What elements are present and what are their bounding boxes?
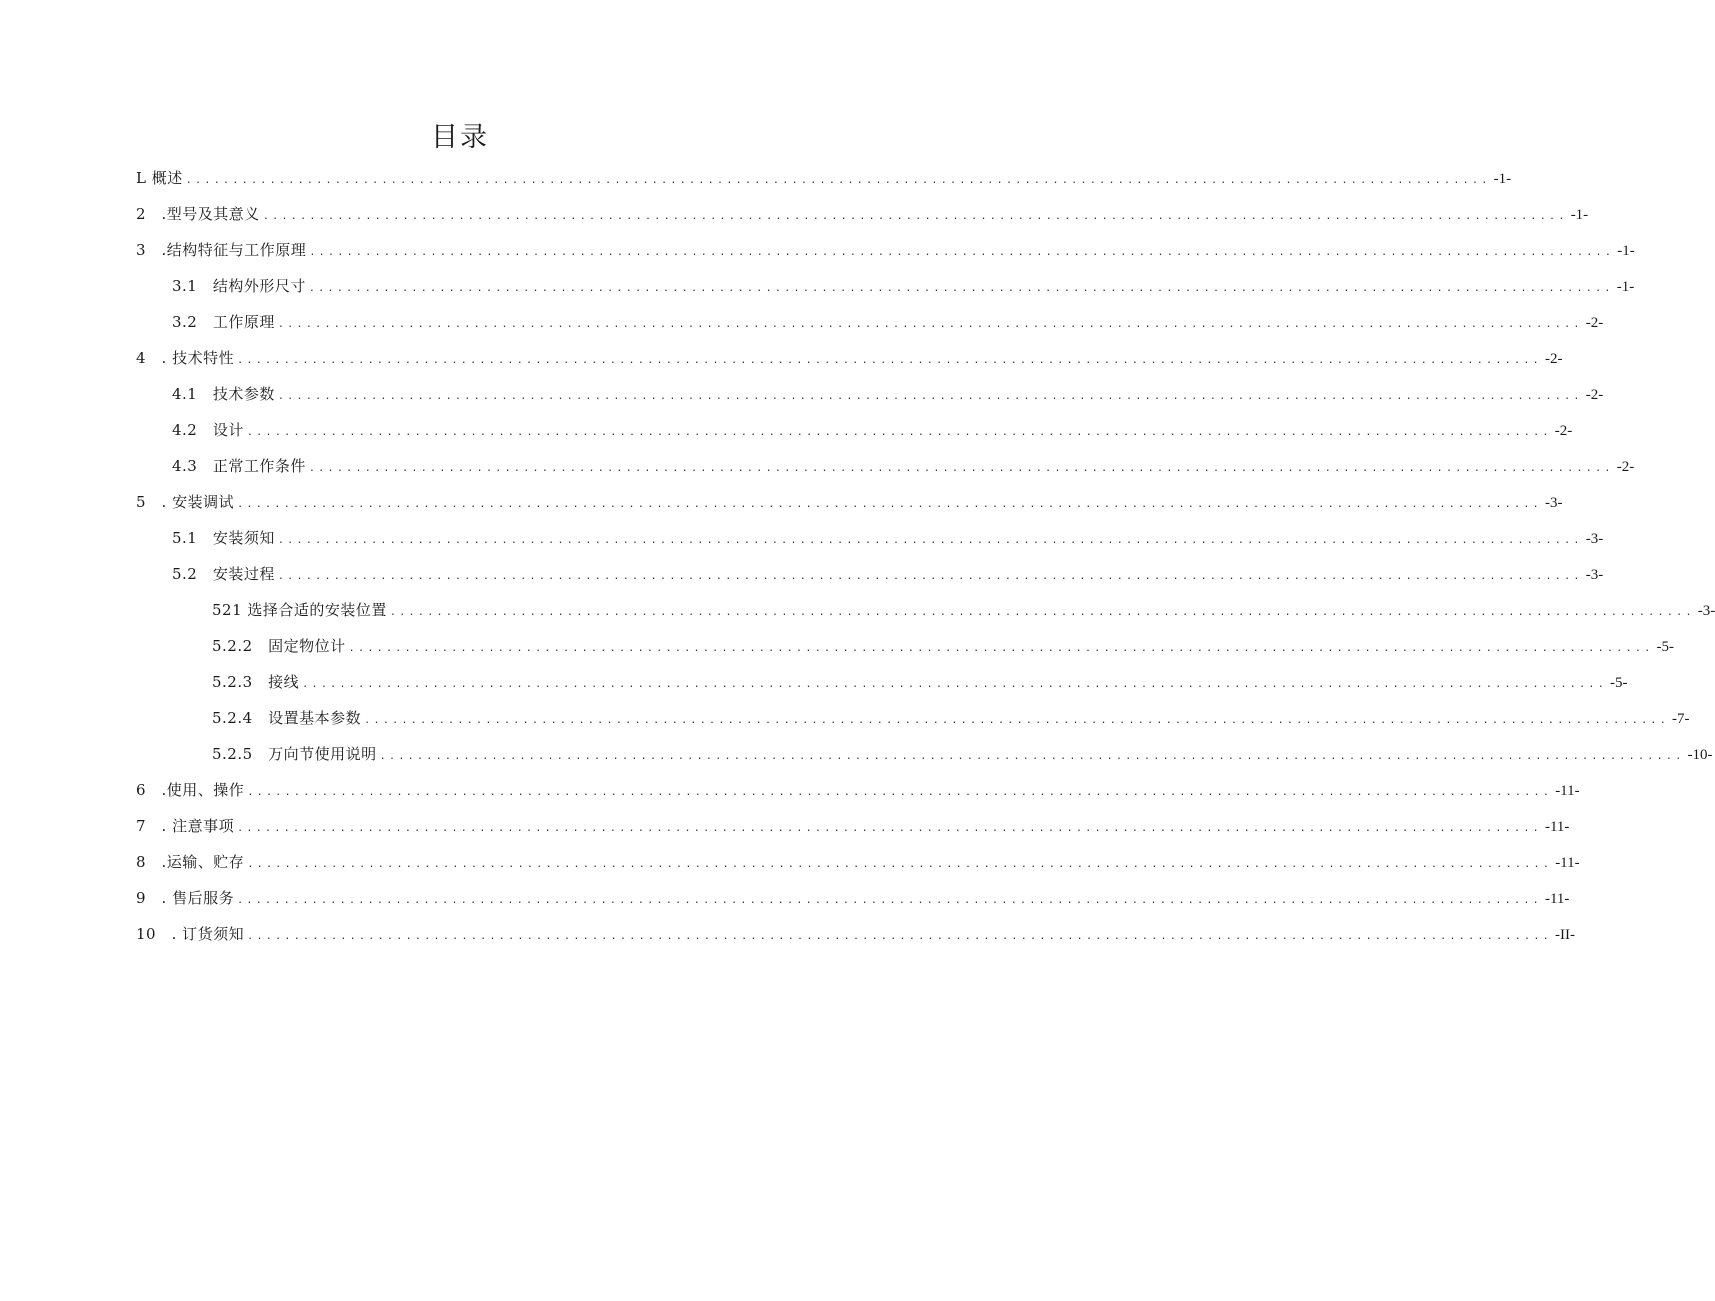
toc-entry[interactable]	[212, 633, 1675, 659]
toc-entry-title: 2 .型号及其意义	[136, 205, 260, 223]
toc-entry[interactable]	[172, 309, 1604, 335]
toc-dot-leader: ............................................................................................................................................	[262, 211, 1568, 222]
toc-entry-title: 521 选择合适的安装位置	[212, 601, 387, 619]
toc-dot-leader: ............................................................................................................................................	[246, 427, 1552, 438]
toc-entry[interactable]	[136, 237, 1635, 263]
toc-page-number: -11-	[1555, 783, 1580, 799]
toc-entry[interactable]	[172, 453, 1635, 479]
toc-entry[interactable]	[172, 417, 1573, 443]
toc-entry[interactable]	[136, 885, 1570, 911]
toc-entry-title: 4.3 正常工作条件	[172, 457, 306, 475]
toc-page-number: -3-	[1697, 603, 1715, 619]
toc-entry[interactable]	[136, 921, 1575, 947]
toc-page-number: -1-	[1493, 171, 1512, 187]
toc-page-number: -11-	[1555, 855, 1580, 871]
toc-dot-leader: ............................................................................................................................................	[277, 535, 1583, 546]
toc-entry-title: 3 .结构特征与工作原理	[136, 241, 307, 259]
toc-page-number: -3-	[1585, 531, 1604, 547]
toc-page-number: -1-	[1570, 207, 1589, 223]
toc-dot-leader: ............................................................................................................................................	[247, 787, 1553, 798]
toc-entry-title: 8 .运输、贮存	[136, 853, 245, 871]
toc-entry-title: 6 .使用、操作	[136, 781, 245, 799]
toc-entry-title: 4 . 技术特性	[136, 349, 235, 367]
toc-entry-title: 7 . 注意事项	[136, 817, 235, 835]
toc-dot-leader: ............................................................................................................................................	[247, 931, 1552, 942]
toc-dot-leader: ............................................................................................................................................	[389, 607, 1695, 618]
toc-entry[interactable]	[136, 489, 1563, 515]
toc-entry[interactable]	[212, 669, 1628, 695]
toc-page-number: -II-	[1555, 927, 1575, 943]
toc-page-number: -2-	[1554, 423, 1573, 439]
toc-page-number: -5-	[1610, 675, 1628, 691]
toc-dot-leader: ............................................................................................................................................	[237, 823, 1542, 834]
toc-page-number: -1-	[1617, 243, 1635, 259]
toc-page-number: -11-	[1544, 891, 1570, 907]
toc-dot-leader: ............................................................................................................................................	[309, 247, 1615, 258]
toc-entry[interactable]	[136, 201, 1589, 227]
toc-entry[interactable]	[172, 381, 1604, 407]
toc-entry[interactable]	[136, 849, 1580, 875]
toc-entry[interactable]	[212, 705, 1690, 731]
toc-entry[interactable]	[212, 597, 1715, 623]
toc-dot-leader: ............................................................................................................................................	[364, 715, 1670, 726]
toc-dot-leader: ............................................................................................................................................	[308, 463, 1614, 474]
toc-dot-leader: ............................................................................................................................................	[302, 679, 1608, 690]
toc-entry-title: 5.2 安装过程	[172, 565, 275, 583]
toc-entry-title: 5.2.3 接线	[212, 673, 300, 691]
toc-page-number: -3-	[1544, 495, 1563, 511]
toc-entry[interactable]	[136, 813, 1570, 839]
toc-entry[interactable]	[136, 345, 1563, 371]
toc-dot-leader: ............................................................................................................................................	[247, 859, 1553, 870]
toc-page-number: -11-	[1544, 819, 1570, 835]
toc-entry-title: 4.1 技术参数	[172, 385, 275, 403]
toc-entry-title: 3.2 工作原理	[172, 313, 275, 331]
toc-page-number: -10-	[1687, 747, 1713, 763]
toc-dot-leader: ............................................................................................................................................	[237, 895, 1542, 906]
toc-entry[interactable]	[172, 561, 1604, 587]
toc-entry-title: 5.1 安装须知	[172, 529, 275, 547]
document-title: 目录	[431, 122, 489, 153]
toc-entry-title: 5 . 安装调试	[136, 493, 235, 511]
toc-entry-title: 5.2.5 万向节使用说明	[212, 745, 377, 763]
toc-entry[interactable]	[212, 741, 1713, 767]
toc-dot-leader: ............................................................................................................................................	[277, 571, 1583, 582]
toc-entry[interactable]	[136, 165, 1512, 191]
toc-page-number: -7-	[1672, 711, 1690, 727]
toc-dot-leader: ............................................................................................................................................	[379, 751, 1685, 762]
toc-dot-leader: ............................................................................................................................................	[237, 499, 1542, 510]
toc-page-number: -2-	[1616, 459, 1635, 475]
toc-page-number: -5-	[1656, 639, 1675, 655]
toc-entry-title: 3.1 结构外形尺寸	[172, 277, 306, 295]
toc-entry-title: L 概述	[136, 169, 183, 187]
toc-dot-leader: ............................................................................................................................................	[348, 643, 1654, 654]
toc-entry-title: 10 . 订货须知	[136, 925, 245, 943]
toc-page-number: -2-	[1585, 315, 1604, 331]
toc-entry[interactable]	[172, 273, 1635, 299]
toc-dot-leader: ............................................................................................................................................	[185, 175, 1491, 186]
toc-entry[interactable]	[136, 777, 1580, 803]
toc-entry-title: 5.2.2 固定物位计	[212, 637, 346, 655]
toc-dot-leader: ............................................................................................................................................	[237, 355, 1542, 366]
toc-page-number: -3-	[1585, 567, 1604, 583]
toc-entry-title: 5.2.4 设置基本参数	[212, 709, 362, 727]
toc-entry-title: 4.2 设计	[172, 421, 244, 439]
toc-page-number: -2-	[1544, 351, 1563, 367]
toc-page-number: -1-	[1616, 279, 1635, 295]
toc-page-number: -2-	[1585, 387, 1604, 403]
toc-dot-leader: ............................................................................................................................................	[277, 391, 1583, 402]
toc-dot-leader: ............................................................................................................................................	[277, 319, 1583, 330]
toc-entry[interactable]	[172, 525, 1604, 551]
toc-dot-leader: ............................................................................................................................................	[308, 283, 1614, 294]
toc-entry-title: 9 . 售后服务	[136, 889, 235, 907]
